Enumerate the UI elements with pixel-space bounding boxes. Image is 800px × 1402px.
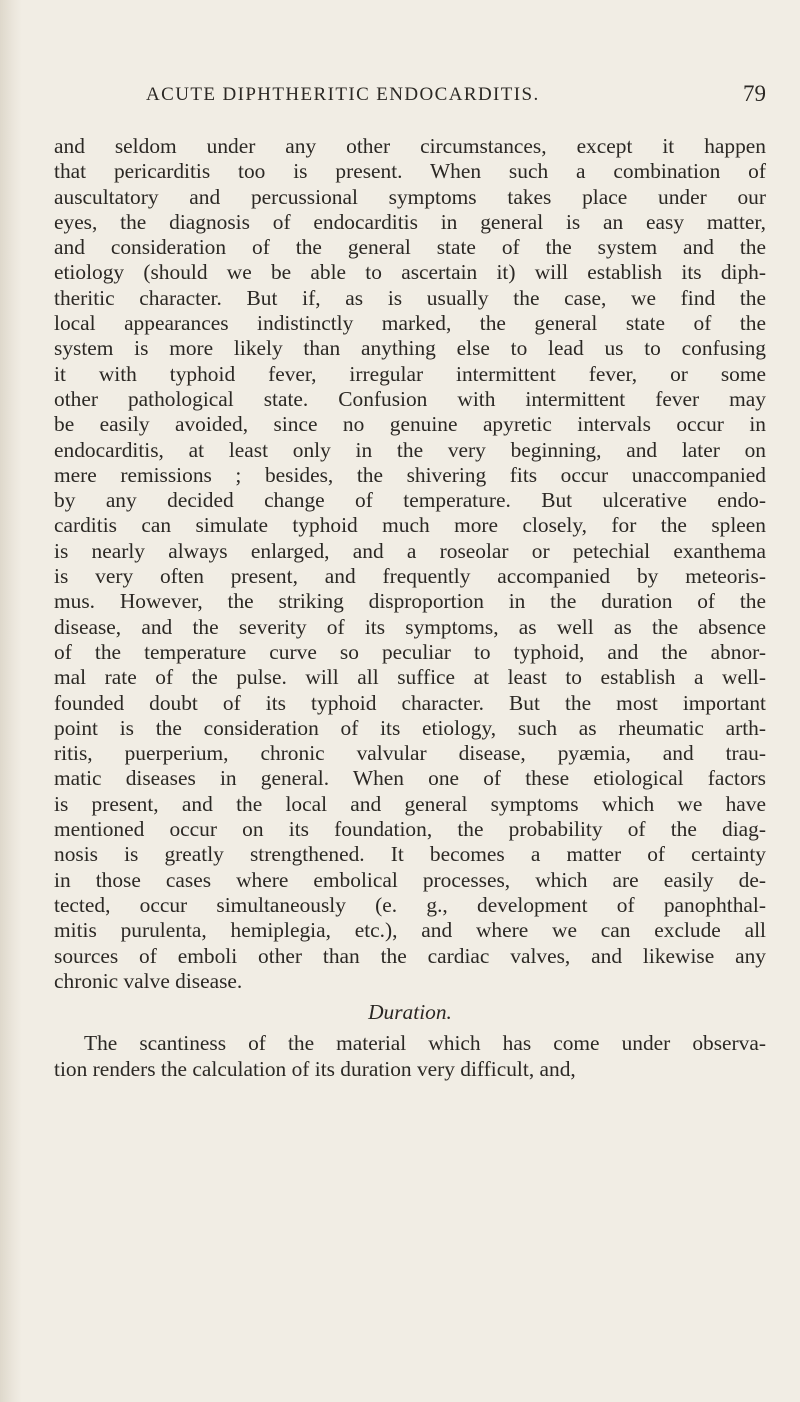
text-line: disease, and the severity of its symptoms, as well as the absence (54, 614, 766, 639)
text-line: endocarditis, at least only in the very beginning, and later on (54, 437, 766, 462)
text-line: The scantiness of the material which has come under observa- (84, 1031, 766, 1056)
text-line: system is more likely than anything else to lead us to confusing (54, 336, 766, 361)
text-line: local appearances indistinctly marked, the general state of the (54, 311, 766, 336)
text-line: tected, occur simultaneously (e. g., development of panophthal- (54, 892, 766, 917)
text-line: mitis purulenta, hemiplegia, etc.), and where we can exclude all (54, 918, 766, 943)
text-line: in those cases where embolical processes, which are easily de- (54, 867, 766, 892)
text-line: chronic valve disease. (54, 968, 243, 993)
paragraph-duration (54, 1031, 766, 1082)
page-edge-shadow (0, 0, 22, 1402)
text-line: is present, and the local and general symptoms which we have (54, 791, 766, 816)
page-number: 79 (743, 81, 766, 106)
running-title: ACUTE DIPHTHERITIC ENDOCARDITIS. (146, 84, 540, 105)
section-heading-duration: Duration. (368, 1000, 452, 1025)
text-line: theritic character. But if, as is usually the case, we find the (54, 285, 766, 310)
text-line: auscultatory and percussional symptoms takes place under our (54, 184, 766, 209)
text-line: mentioned occur on its foundation, the probability of the diag- (54, 817, 766, 842)
body-text (54, 134, 766, 1082)
text-line: it with typhoid fever, irregular intermittent fever, or some (54, 361, 766, 386)
text-line: eyes, the diagnosis of endocarditis in general is an easy matter, (54, 209, 766, 234)
text-line: of the temperature curve so peculiar to typhoid, and the abnor- (54, 639, 766, 664)
text-line: carditis can simulate typhoid much more closely, for the spleen (54, 513, 766, 538)
text-line: nosis is greatly strengthened. It becomes a matter of certainty (54, 842, 766, 867)
paragraph-diagnosis (54, 134, 766, 994)
text-line: point is the consideration of its etiology, such as rheumatic arth- (54, 715, 766, 740)
text-line: founded doubt of its typhoid character. But the most important (54, 690, 766, 715)
text-line: that pericarditis too is present. When such a combination of (54, 159, 766, 184)
text-line: be easily avoided, since no genuine apyretic intervals occur in (54, 412, 766, 437)
text-line: ritis, puerperium, chronic valvular disease, pyæmia, and trau- (54, 741, 766, 766)
text-line: mal rate of the pulse. will all suffice at least to establish a well- (54, 665, 766, 690)
text-line: is nearly always enlarged, and a roseolar or petechial exanthema (54, 538, 766, 563)
text-line: is very often present, and frequently accompanied by meteoris- (54, 564, 766, 589)
text-line: and seldom under any other circumstances, except it happen (54, 134, 766, 158)
running-header (146, 81, 766, 114)
text-line: matic diseases in general. When one of these etiological factors (54, 766, 766, 791)
text-line: tion renders the calculation of its duration very difficult, and, (54, 1056, 576, 1081)
text-line: etiology (should we be able to ascertain it) will establish its diph- (54, 260, 766, 285)
text-line: mere remissions ; besides, the shivering fits occur unaccompanied (54, 462, 766, 487)
text-line: mus. However, the striking disproportion in the duration of the (54, 589, 766, 614)
text-line: by any decided change of temperature. But ulcerative endo- (54, 488, 766, 513)
text-line: sources of emboli other than the cardiac valves, and likewise any (54, 943, 766, 968)
text-line: and consideration of the general state of the system and the (54, 235, 766, 260)
text-line: other pathological state. Confusion with intermittent fever may (54, 386, 766, 411)
